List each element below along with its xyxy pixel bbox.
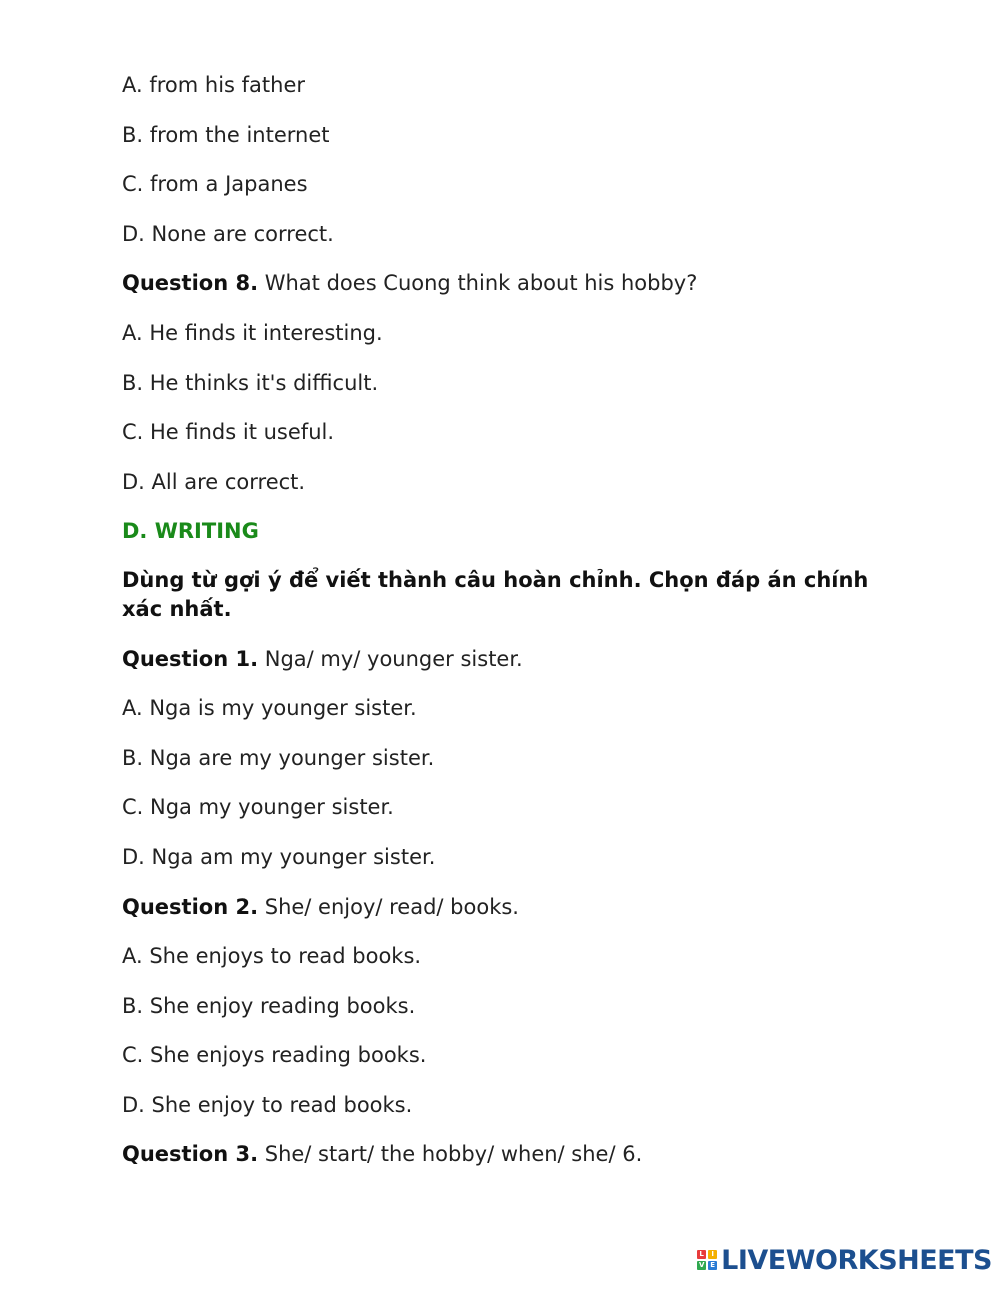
question-8-text: What does Cuong think about his hobby? <box>258 271 698 296</box>
worksheet-page <box>122 70 892 1189</box>
w1-option-a: A. Nga is my younger sister. <box>122 696 417 721</box>
section-heading-writing: D. WRITING <box>122 519 259 544</box>
logo-square-e: E <box>708 1261 717 1270</box>
q7-option-b: B. from the internet <box>122 122 330 147</box>
q7-option-d: D. None are correct. <box>122 221 334 246</box>
liveworksheets-logo <box>697 1245 992 1275</box>
q8-option-c: C. He finds it useful. <box>122 420 335 445</box>
writing-question-1-label: Question 1. <box>122 646 259 671</box>
w2-option-b: B. She enjoy reading books. <box>122 993 416 1018</box>
writing-question-3-text: She/ start/ the hobby/ when/ she/ 6. <box>258 1142 643 1167</box>
writing-question-3 <box>122 1139 892 1169</box>
writing-question-1-text: Nga/ my/ younger sister. <box>258 646 523 671</box>
q7-option-a: A. from his father <box>122 73 306 97</box>
logo-square-i: I <box>708 1250 717 1259</box>
logo-square-v: V <box>698 1261 705 1269</box>
w2-option-d: D. She enjoy to read books. <box>122 1092 413 1117</box>
question-8-label: Question 8. <box>122 271 259 296</box>
logo-square-l: L <box>697 1250 706 1259</box>
w1-option-d: D. Nga am my younger sister. <box>122 844 436 869</box>
w2-option-a: A. She enjoys to read books. <box>122 944 422 969</box>
liveworksheets-logo-text: LIVEWORKSHEETS <box>721 1244 992 1276</box>
writing-question-2-text: She/ enjoy/ read/ books. <box>258 894 519 919</box>
writing-instruction: Dùng từ gợi ý để viết thành câu hoàn chỉnh. Chọn đáp án chính xác nhất. <box>122 567 869 621</box>
q8-option-d: D. All are correct. <box>122 469 306 494</box>
writing-question-2-label: Question 2. <box>122 894 259 919</box>
q7-option-c: C. from a Japanes <box>122 172 308 197</box>
writing-question-2 <box>122 892 892 922</box>
question-8 <box>122 268 892 298</box>
w1-option-b: B. Nga are my younger sister. <box>122 745 435 770</box>
writing-question-1 <box>122 644 892 674</box>
w1-option-c: C. Nga my younger sister. <box>122 795 394 820</box>
q8-option-b: B. He thinks it's difficult. <box>122 370 379 395</box>
w2-option-c: C. She enjoys reading books. <box>122 1043 427 1068</box>
liveworksheets-logo-icon <box>697 1250 717 1270</box>
writing-question-3-label: Question 3. <box>122 1142 259 1167</box>
q8-option-a: A. He finds it interesting. <box>122 320 383 345</box>
